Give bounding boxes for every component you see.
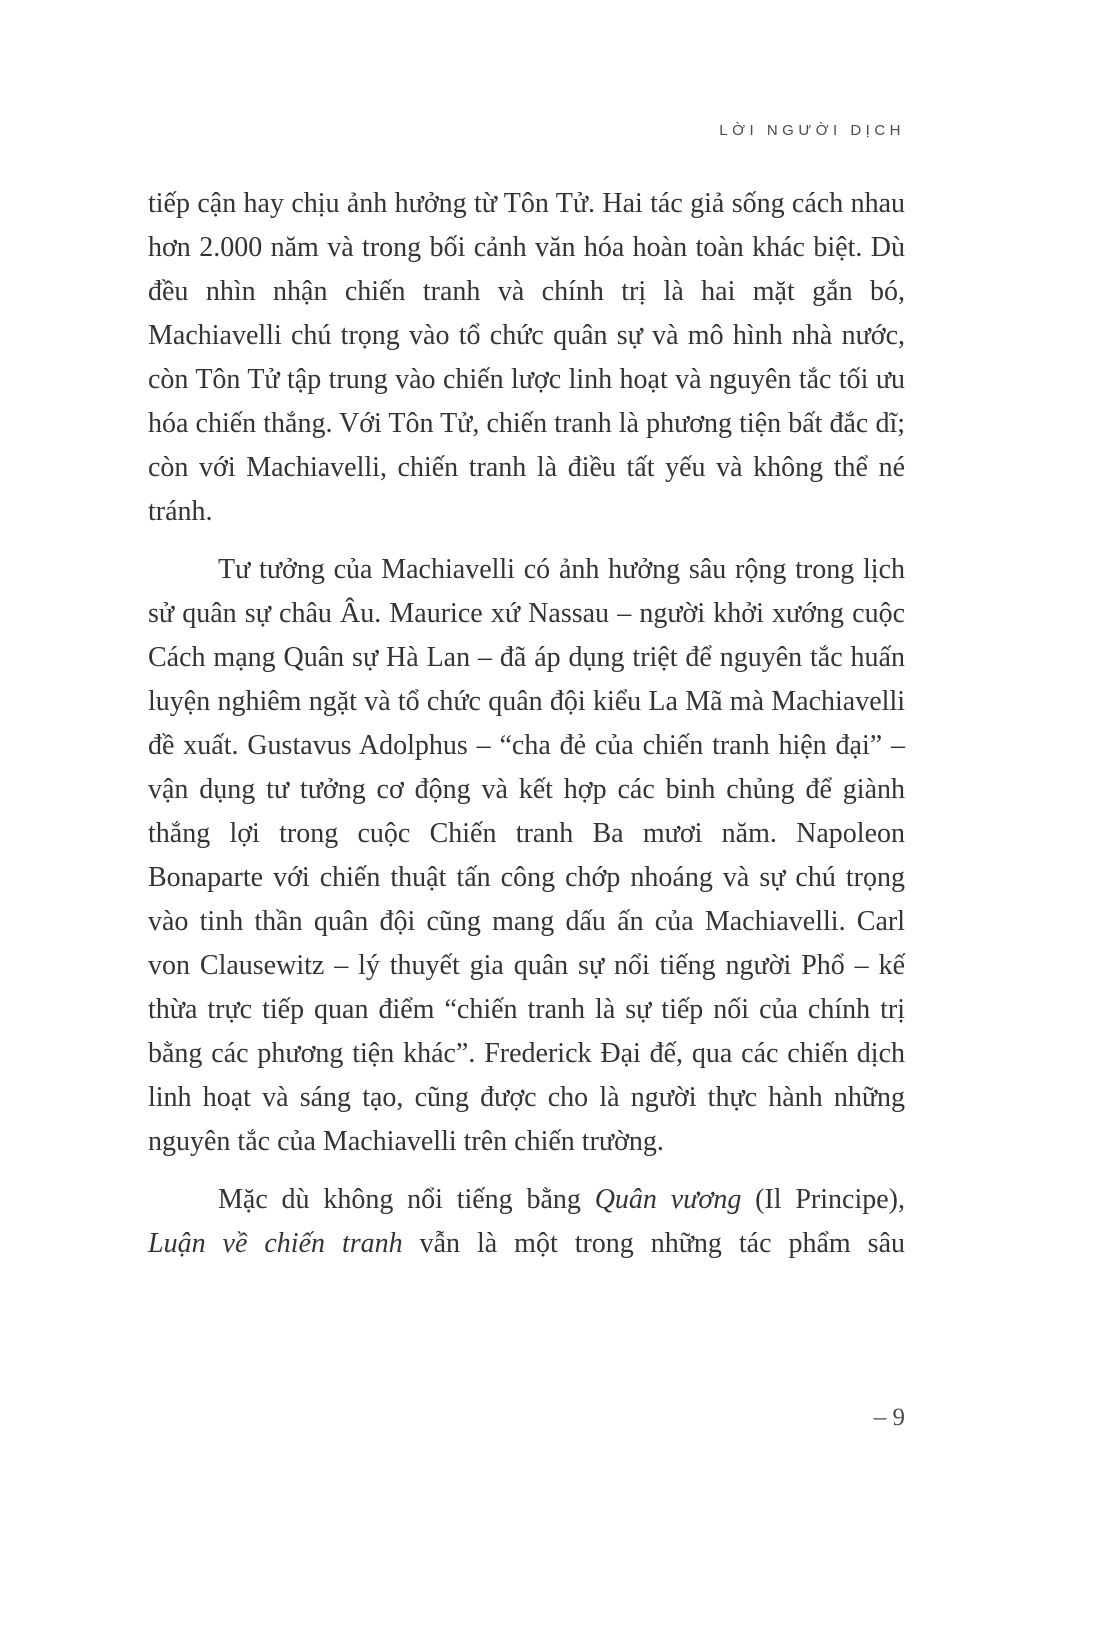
book-title-italic: Luận về chiến tranh	[148, 1228, 403, 1259]
text-segment: Mặc dù không nổi tiếng bằng	[218, 1184, 595, 1215]
paragraph	[148, 182, 905, 534]
text-segment: tiếp cận hay chịu ảnh hưởng từ Tôn Tử. Hai tác giả sống cách nhau hơn 2.000 năm và trong bối cảnh văn hóa hoàn toàn khác biệt. Dù đều nhìn nhận chiến tranh và chính trị là hai mặt gắn bó, Machiavelli chú trọng vào tổ chức quân sự và mô hình nhà nước, còn Tôn Tử tập trung vào chiến lược linh hoạt và nguyên tắc tối ưu hóa chiến thắng. Với Tôn Tử, chiến tranh là phương tiện bất đắc dĩ; còn với Machiavelli, chiến tranh là điều tất yếu và không thể né tránh.	[148, 188, 905, 527]
text-segment: (Il Principe),	[741, 1184, 905, 1215]
running-header: LỜI NGƯỜI DỊCH	[719, 122, 905, 139]
text-segment: vẫn là một trong những tác phẩm sâu	[402, 1228, 905, 1259]
paragraph	[148, 548, 905, 1164]
text-segment: Tư tưởng của Machiavelli có ảnh hưởng sâu rộng trong lịch sử quân sự châu Âu. Maurice xứ Nassau – người khởi xướng cuộc Cách mạng Quân sự Hà Lan – đã áp dụng triệt để nguyên tắc huấn luyện nghiêm ngặt và tổ chức quân đội kiểu La Mã mà Machiavelli đề xuất. Gustavus Adolphus – “cha đẻ của chiến tranh hiện đại” – vận dụng tư tưởng cơ động và kết hợp các binh chủng để giành thắng lợi trong cuộc Chiến tranh Ba mươi năm. Napoleon Bonaparte với chiến thuật tấn công chớp nhoáng và sự chú trọng vào tinh thần quân đội cũng mang dấu ấn của Machiavelli. Carl von Clausewitz – lý thuyết gia quân sự nổi tiếng người Phổ – kế thừa trực tiếp quan điểm “chiến tranh là sự tiếp nối của chính trị bằng các phương tiện khác”. Frederick Đại đế, qua các chiến dịch linh hoạt và sáng tạo, cũng được cho là người thực hành những nguyên tắc của Machiavelli trên chiến trường.	[148, 554, 905, 1157]
text-block	[148, 182, 905, 1280]
book-title-italic: Quân vương	[594, 1184, 742, 1215]
page-number: – 9	[873, 1404, 905, 1431]
paragraph	[148, 1178, 905, 1266]
